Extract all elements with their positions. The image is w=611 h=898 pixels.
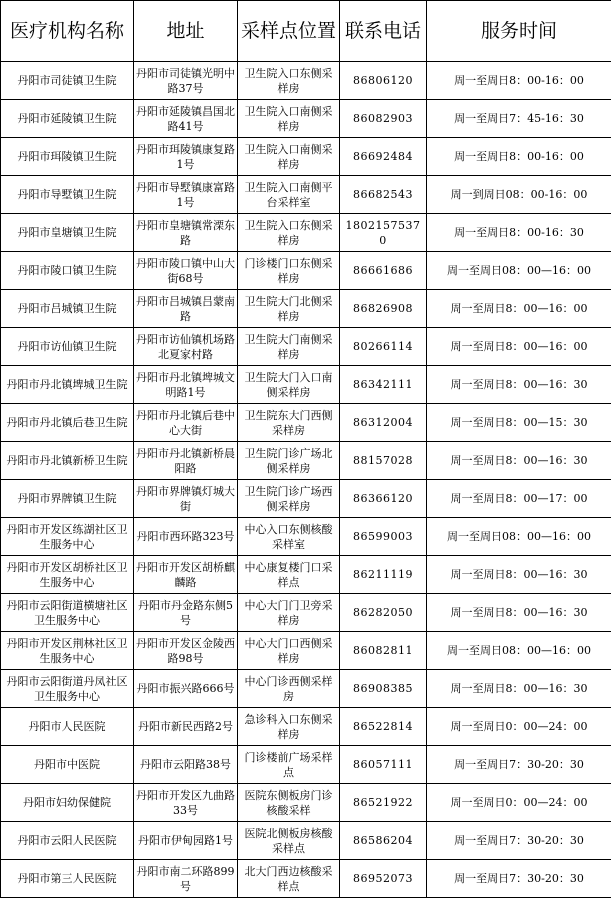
table-row [1,100,611,138]
phone-cell: 18021575370 [340,214,427,252]
address-cell: 丹阳市界牌镇灯城大街 [134,480,238,518]
institution-name-cell: 丹阳市界牌镇卫生院 [1,480,134,518]
institution-name-cell: 丹阳市人民医院 [1,708,134,746]
table-row [1,860,611,898]
service-hours-cell: 周一至周日8：00—16：00 [427,290,611,328]
sampling-location-cell: 卫生院大门南侧采样房 [238,328,340,366]
header-service-hours: 服务时间 [427,1,611,62]
phone-cell: 86082903 [340,100,427,138]
phone-cell: 86908385 [340,670,427,708]
table-row [1,632,611,670]
service-hours-cell: 周一至周日8：00—16：30 [427,670,611,708]
phone-cell: 86661686 [340,252,427,290]
phone-cell: 86342111 [340,366,427,404]
table-row [1,784,611,822]
table-row [1,556,611,594]
service-hours-cell: 周一至周日08：00—16：00 [427,252,611,290]
sampling-location-cell: 中心入口东侧核酸采样室 [238,518,340,556]
service-hours-cell: 周一至周日7：45-16：30 [427,100,611,138]
address-cell: 丹阳市导墅镇康富路1号 [134,176,238,214]
service-hours-cell: 周一至周日8：00-16：00 [427,62,611,100]
service-hours-cell: 周一至周日8：00—15：30 [427,404,611,442]
phone-cell: 86586204 [340,822,427,860]
service-hours-cell: 周一至周日8：00—17：00 [427,480,611,518]
table-row [1,594,611,632]
table-row [1,290,611,328]
address-cell: 丹阳市陵口镇中山大街68号 [134,252,238,290]
address-cell: 丹阳市丹北镇新桥晨阳路 [134,442,238,480]
sampling-location-cell: 门诊楼前广场采样点 [238,746,340,784]
table-row [1,138,611,176]
table-row [1,404,611,442]
sampling-location-cell: 卫生院门诊广场北侧采样房 [238,442,340,480]
phone-cell: 86312004 [340,404,427,442]
phone-cell: 80266114 [340,328,427,366]
phone-cell: 86682543 [340,176,427,214]
address-cell: 丹阳市南二环路899号 [134,860,238,898]
address-cell: 丹阳市丹北镇埤城文明路1号 [134,366,238,404]
address-cell: 丹阳市开发区九曲路33号 [134,784,238,822]
institution-name-cell: 丹阳市丹北镇新桥卫生院 [1,442,134,480]
address-cell: 丹阳市延陵镇昌国北路41号 [134,100,238,138]
table-row [1,518,611,556]
service-hours-cell: 周一到周日08：00-16：00 [427,176,611,214]
institution-name-cell: 丹阳市开发区胡桥社区卫生服务中心 [1,556,134,594]
sampling-location-cell: 医院北侧板房核酸采样点 [238,822,340,860]
table-row [1,822,611,860]
table-row [1,252,611,290]
sampling-location-cell: 卫生院入口东侧采样房 [238,214,340,252]
address-cell: 丹阳市开发区金陵西路98号 [134,632,238,670]
phone-cell: 86952073 [340,860,427,898]
service-hours-cell: 周一至周日7：30-20：30 [427,860,611,898]
table-row [1,328,611,366]
institution-name-cell: 丹阳市丹北镇埤城卫生院 [1,366,134,404]
sampling-location-cell: 门诊楼门口东侧采样房 [238,252,340,290]
sampling-location-cell: 卫生院入口南侧采样房 [238,138,340,176]
institution-name-cell: 丹阳市中医院 [1,746,134,784]
header-row [1,1,611,62]
institution-name-cell: 丹阳市吕城镇卫生院 [1,290,134,328]
table-row [1,480,611,518]
institution-name-cell: 丹阳市开发区荆林社区卫生服务中心 [1,632,134,670]
phone-cell: 86057111 [340,746,427,784]
phone-cell: 88157028 [340,442,427,480]
address-cell: 丹阳市吕城镇吕蒙南路 [134,290,238,328]
institution-name-cell: 丹阳市陵口镇卫生院 [1,252,134,290]
table-header [1,1,611,62]
phone-cell: 86826908 [340,290,427,328]
institution-name-cell: 丹阳市妇幼保健院 [1,784,134,822]
address-cell: 丹阳市丹金路东侧5号 [134,594,238,632]
phone-cell: 86366120 [340,480,427,518]
institution-name-cell: 丹阳市开发区练湖社区卫生服务中心 [1,518,134,556]
table-row [1,62,611,100]
sampling-location-cell: 中心康复楼门口采样点 [238,556,340,594]
institution-name-cell: 丹阳市云阳街道丹凤社区卫生服务中心 [1,670,134,708]
phone-cell: 86806120 [340,62,427,100]
phone-cell: 86692484 [340,138,427,176]
table-row [1,214,611,252]
sampling-location-cell: 北大门西边核酸采样点 [238,860,340,898]
sampling-location-cell: 卫生院入口南侧采样房 [238,100,340,138]
service-hours-cell: 周一至周日8：00—16：30 [427,556,611,594]
service-hours-cell: 周一至周日8：00—16：30 [427,594,611,632]
phone-cell: 86082811 [340,632,427,670]
service-hours-cell: 周一至周日7：30-20：30 [427,822,611,860]
table-row [1,708,611,746]
sampling-location-cell: 卫生院入口南侧平台采样室 [238,176,340,214]
phone-cell: 86211119 [340,556,427,594]
institution-name-cell: 丹阳市延陵镇卫生院 [1,100,134,138]
phone-cell: 86599003 [340,518,427,556]
header-institution-name: 医疗机构名称 [1,1,134,62]
address-cell: 丹阳市云阳路38号 [134,746,238,784]
header-address: 地址 [134,1,238,62]
service-hours-cell: 周一至周日08：00—16：00 [427,518,611,556]
address-cell: 丹阳市开发区胡桥麒麟路 [134,556,238,594]
sampling-location-cell: 中心门诊西侧采样房 [238,670,340,708]
institution-name-cell: 丹阳市第三人民医院 [1,860,134,898]
address-cell: 丹阳市皇塘镇常溧东路 [134,214,238,252]
sampling-location-cell: 医院东侧板房门诊核酸采样 [238,784,340,822]
table-row [1,746,611,784]
institution-name-cell: 丹阳市云阳人民医院 [1,822,134,860]
address-cell: 丹阳市丹北镇后巷中心大街 [134,404,238,442]
institution-name-cell: 丹阳市丹北镇后巷卫生院 [1,404,134,442]
phone-cell: 86282050 [340,594,427,632]
table-row [1,366,611,404]
institution-name-cell: 丹阳市导墅镇卫生院 [1,176,134,214]
institution-name-cell: 丹阳市皇塘镇卫生院 [1,214,134,252]
table-row [1,176,611,214]
phone-cell: 86522814 [340,708,427,746]
address-cell: 丹阳市司徒镇光明中路37号 [134,62,238,100]
institution-name-cell: 丹阳市珥陵镇卫生院 [1,138,134,176]
service-hours-cell: 周一至周日8：00-16：00 [427,138,611,176]
table-body [1,62,611,898]
header-phone: 联系电话 [340,1,427,62]
address-cell: 丹阳市西环路323号 [134,518,238,556]
sampling-location-cell: 卫生院大门北侧采样房 [238,290,340,328]
sampling-location-cell: 中心大门口西侧采样房 [238,632,340,670]
sampling-location-cell: 中心大门门卫旁采样房 [238,594,340,632]
service-hours-cell: 周一至周日8：00—16：30 [427,366,611,404]
address-cell: 丹阳市访仙镇机场路北夏家村路 [134,328,238,366]
table-row [1,670,611,708]
service-hours-cell: 周一至周日08：00—16：00 [427,632,611,670]
sampling-location-cell: 卫生院大门入口南侧采样房 [238,366,340,404]
phone-cell: 86521922 [340,784,427,822]
service-hours-cell: 周一至周日0：00—24：00 [427,784,611,822]
address-cell: 丹阳市珥陵镇康复路1号 [134,138,238,176]
address-cell: 丹阳市伊甸园路1号 [134,822,238,860]
header-sampling-location: 采样点位置 [238,1,340,62]
service-hours-cell: 周一至周日0：00—24：00 [427,708,611,746]
institution-name-cell: 丹阳市云阳街道横塘社区卫生服务中心 [1,594,134,632]
service-hours-cell: 周一至周日7：30-20：30 [427,746,611,784]
table-row [1,442,611,480]
address-cell: 丹阳市振兴路666号 [134,670,238,708]
institution-name-cell: 丹阳市司徒镇卫生院 [1,62,134,100]
institution-name-cell: 丹阳市访仙镇卫生院 [1,328,134,366]
sampling-location-cell: 急诊科入口东侧采样房 [238,708,340,746]
sampling-location-cell: 卫生院入口东侧采样房 [238,62,340,100]
address-cell: 丹阳市新民西路2号 [134,708,238,746]
service-hours-cell: 周一至周日8：00—16：30 [427,442,611,480]
service-hours-cell: 周一至周日8：00-16：30 [427,214,611,252]
service-hours-cell: 周一至周日8：00—16：00 [427,328,611,366]
sampling-location-cell: 卫生院东大门西侧采样房 [238,404,340,442]
sampling-location-cell: 卫生院门诊广场西侧采样房 [238,480,340,518]
